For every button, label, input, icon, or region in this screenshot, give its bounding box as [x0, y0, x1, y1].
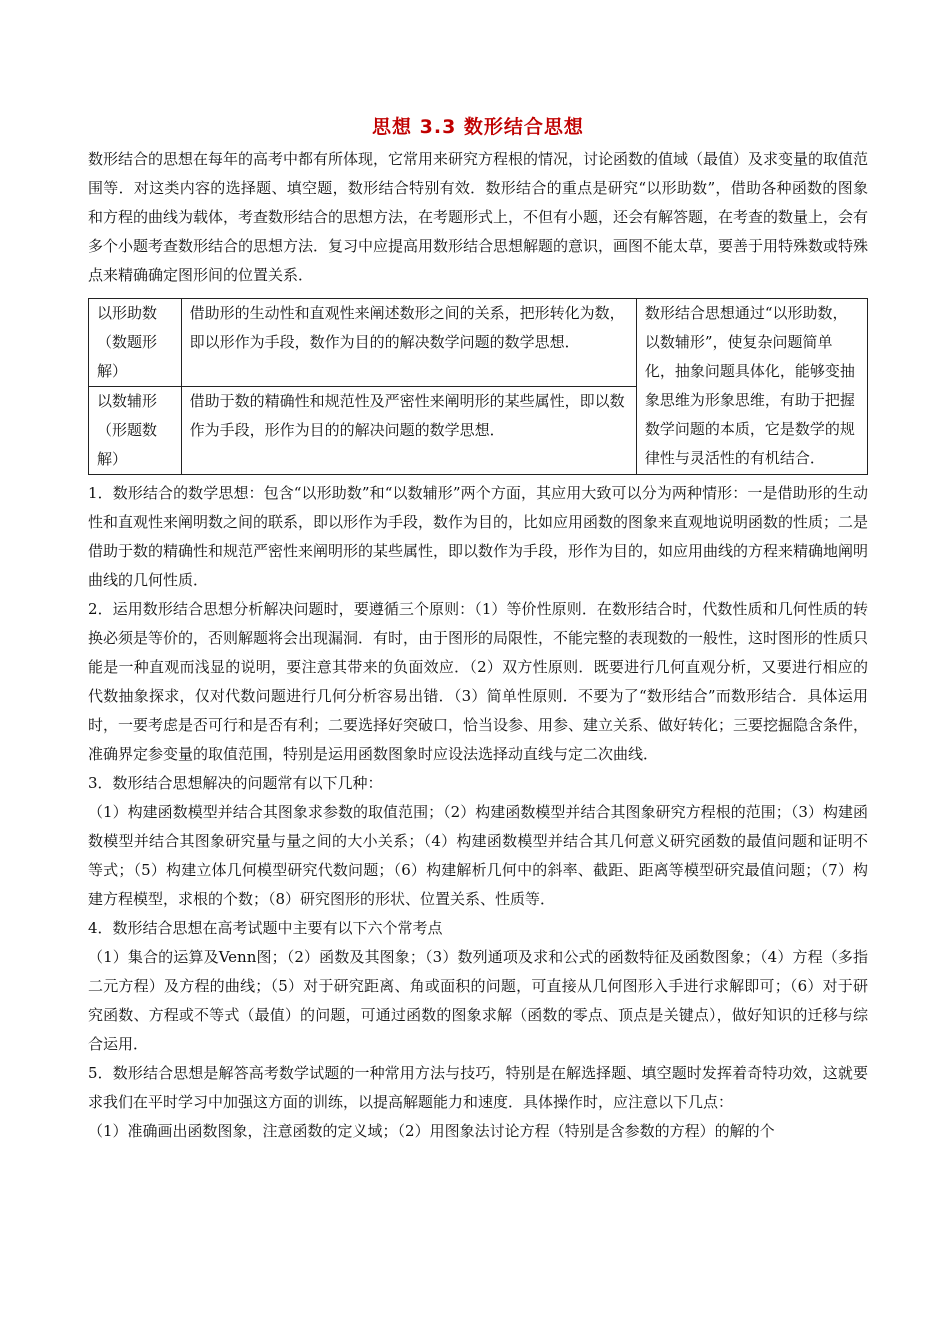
- table-cell-term: 以形助数（数题形解）: [89, 299, 182, 387]
- page-title: 思想 3.3 数形结合思想: [372, 116, 584, 138]
- table-cell-desc: 借助形的生动性和直观性来阐述数形之间的关系，把形转化为数，即以形作为手段，数作为目的的解决数学问题的数学思想．: [181, 299, 636, 387]
- section-4-list: （1）集合的运算及Venn图；（2）函数及其图象；（3）数列通项及求和公式的函数特征及函数图象；（4）方程（多指二元方程）及方程的曲线；（5）对于研究距离、角或面积的问题，可直接从几何图形入手进行求解即可；（6）对于研究函数、方程或不等式（最值）的问题，可通过函数的图象求解（函数的零点、顶点是关键点），做好知识的迁移与综合运用．: [88, 948, 868, 1053]
- table-cell-note: 数形结合思想通过“以形助数，以数辅形”，使复杂问题简单化，抽象问题具体化，能够变抽象思维为形象思维，有助于把握数学问题的本质，它是数学的规律性与灵活性的有机结合．: [636, 299, 867, 475]
- section-5-list: （1）准确画出函数图象，注意函数的定义域；（2）用图象法讨论方程（特别是含参数的方程）的解的个: [88, 1122, 775, 1140]
- section-3-heading: 3．数形结合思想解决的问题常有以下几种：: [88, 774, 383, 792]
- section-1: 1．数形结合的数学思想：包含“以形助数”和“以数辅形”两个方面，其应用大致可以分为两种情形：一是借助形的生动性和直观性来阐明数之间的联系，即以形作为手段，数作为目的，比如应用函数的图象来直观地说明函数的性质；二是借助于数的精确性和规范严密性来阐明形的某些属性，即以数作为手段，形作为目的，如应用曲线的方程来精确地阐明曲线的几何性质．: [88, 484, 869, 589]
- section-2: 2．运用数形结合思想分析解决问题时，要遵循三个原则：（1）等价性原则．在数形结合时，代数性质和几何性质的转换必须是等价的，否则解题将会出现漏洞．有时，由于图形的局限性，不能完整的表现数的一般性，这时图形的性质只能是一种直观而浅显的说明，要注意其带来的负面效应．（2）双方性原则．既要进行几何直观分析，又要进行相应的代数抽象探求，仅对代数问题进行几何分析容易出错．（3）简单性原则．不要为了“数形结合”而数形结合．具体运用时，一要考虑是否可行和是否有利；二要选择好突破口，恰当设参、用参、建立关系、做好转化；三要挖掘隐含条件，准确界定参变量的取值范围，特别是运用函数图象时应设法选择动直线与定二次曲线．: [88, 600, 869, 763]
- table-row: [89, 299, 868, 387]
- section-5: 5．数形结合思想是解答高考数学试题的一种常用方法与技巧，特别是在解选择题、填空题时发挥着奇特功效，这就要求我们在平时学习中加强这方面的训练，以提高解题能力和速度．具体操作时，应注意以下几点：: [88, 1064, 868, 1111]
- intro-paragraph: 数形结合的思想在每年的高考中都有所体现，它常用来研究方程根的情况，讨论函数的值域（最值）及求变量的取值范围等．对这类内容的选择题、填空题，数形结合特别有效．数形结合的重点是研究“以形助数”，借助各种函数的图象和方程的曲线为载体，考查数形结合的思想方法，在考题形式上，不但有小题，还会有解答题，在考查的数量上，会有多个小题考查数形结合的思想方法．复习中应提高用数形结合思想解题的意识，画图不能太草，要善于用特殊数或特殊点来精确确定图形间的位置关系．: [88, 150, 869, 284]
- document-page: [88, 112, 868, 1146]
- section-3-list: （1）构建函数模型并结合其图象求参数的取值范围；（2）构建函数模型并结合其图象研究方程根的范围；（3）构建函数模型并结合其图象研究量与量之间的大小关系；（4）构建函数模型并结合其几何意义研究函数的最值问题和证明不等式；（5）构建立体几何模型研究代数问题；（6）构建解析几何中的斜率、截距、距离等模型研究最值问题；（7）构建方程模型，求根的个数；（8）研究图形的形状、位置关系、性质等．: [88, 803, 868, 908]
- concept-table: [88, 298, 868, 475]
- table-cell-term: 以数辅形（形题数解）: [89, 387, 182, 475]
- section-4-heading: 4．数形结合思想在高考试题中主要有以下六个常考点: [88, 919, 443, 937]
- table-cell-desc: 借助于数的精确性和规范性及严密性来阐明形的某些属性，即以数作为手段，形作为目的的解决问题的数学思想．: [181, 387, 636, 475]
